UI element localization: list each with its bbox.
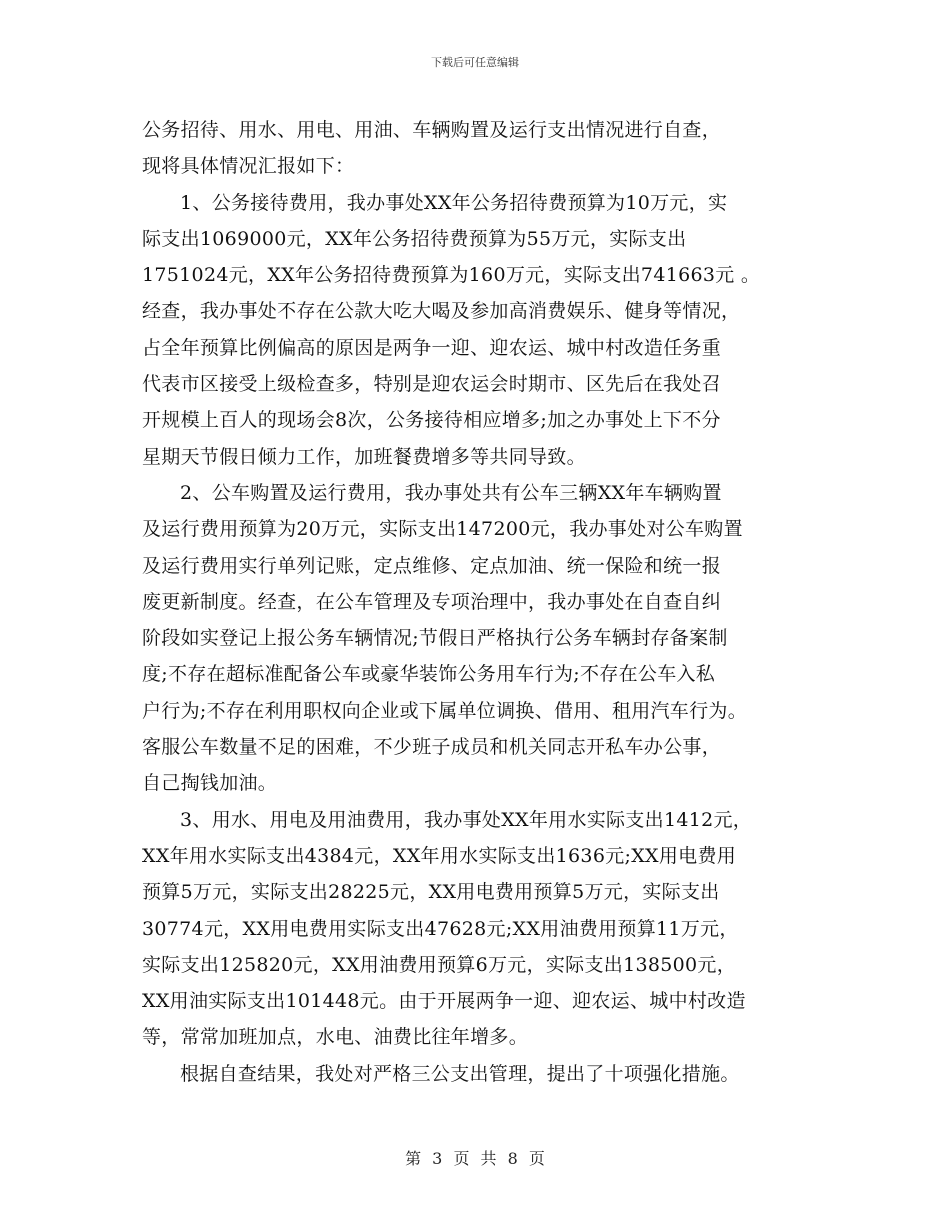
text-line: 及运行费用实行单列记账，定点维修、定点加油、统一保险和统一报 xyxy=(142,554,722,577)
text-line: 及运行费用预算为20万元，实际支出147200元，我办事处对公车购置 xyxy=(142,518,743,541)
page-header: 下载后可任意编辑 xyxy=(431,56,519,69)
text-line: 废更新制度。经查，在公车管理及专项治理中，我办事处在自查自纠 xyxy=(142,590,722,613)
paragraph-start-line: 3、用水、用电及用油费用，我办事处XX年用水实际支出1412元， xyxy=(180,808,753,831)
text-line: 等，常常加班加点，水电、油费比往年增多。 xyxy=(142,1026,529,1049)
text-line: 际支出1069000元，XX年公务招待费预算为55万元，实际支出 xyxy=(142,227,687,250)
text-line: 户行为;不存在利用职权向企业或下属单位调换、借用、租用汽车行为。 xyxy=(142,699,748,722)
text-line: XX用油实际支出101448元。由于开展两争一迎、迎农运、城中村改造 xyxy=(142,990,746,1013)
text-line: 星期天节假日倾力工作，加班餐费增多等共同导致。 xyxy=(142,445,586,468)
text-line: 开规模上百人的现场会8次，公务接待相应增多;加之办事处上下不分 xyxy=(142,409,721,432)
text-line: 公务招待、用水、用电、用油、车辆购置及运行支出情况进行自查， xyxy=(142,119,722,141)
text-line: 现将具体情况汇报如下： xyxy=(142,155,355,178)
text-line: 阶段如实登记上报公务车辆情况;节假日严格执行公务车辆封存备案制 xyxy=(142,627,728,650)
text-line: 度;不存在超标准配备公车或豪华装饰公务用车行为;不存在公车入私 xyxy=(142,663,716,686)
text-line: 经查，我办事处不存在公款大吃大喝及参加高消费娱乐、健身等情况， xyxy=(142,300,741,323)
text-line: 自己掏钱加油。 xyxy=(142,772,278,795)
text-line: XX年用水实际支出4384元，XX年用水实际支出1636元;XX用电费用 xyxy=(142,844,737,867)
text-line: 1751024元，XX年公务招待费预算为160万元，实际支出741663元 。 xyxy=(142,264,761,287)
text-line: 30774元，XX用电费用实际支出47628元;XX用油费用预算11万元， xyxy=(142,917,739,940)
paragraph-start-line: 1、公务接待费用，我办事处XX年公务招待费预算为10万元，实 xyxy=(180,191,728,214)
text-line: 代表市区接受上级检查多，特别是迎农运会时期市、区先后在我处召 xyxy=(142,373,722,396)
document-body xyxy=(142,112,822,1092)
page-footer: 第 3 页 共 8 页 xyxy=(405,1149,545,1168)
paragraph-start-line: 2、公车购置及运行费用，我办事处共有公车三辆XX年车辆购置 xyxy=(180,481,722,504)
text-line: 客服公车数量不足的困难，不少班子成员和机关同志开私车办公事， xyxy=(142,736,722,759)
text-line: 占全年预算比例偏高的原因是两争一迎、迎农运、城中村改造任务重 xyxy=(142,336,722,359)
text-line: 预算5万元，实际支出28225元，XX用电费用预算5万元，实际支出 xyxy=(142,881,720,904)
paragraph-start-line: 根据自查结果，我处对严格三公支出管理，提出了十项强化措施。 xyxy=(180,1062,740,1085)
text-line: 实际支出125820元，XX用油费用预算6万元，实际支出138500元， xyxy=(142,953,737,976)
